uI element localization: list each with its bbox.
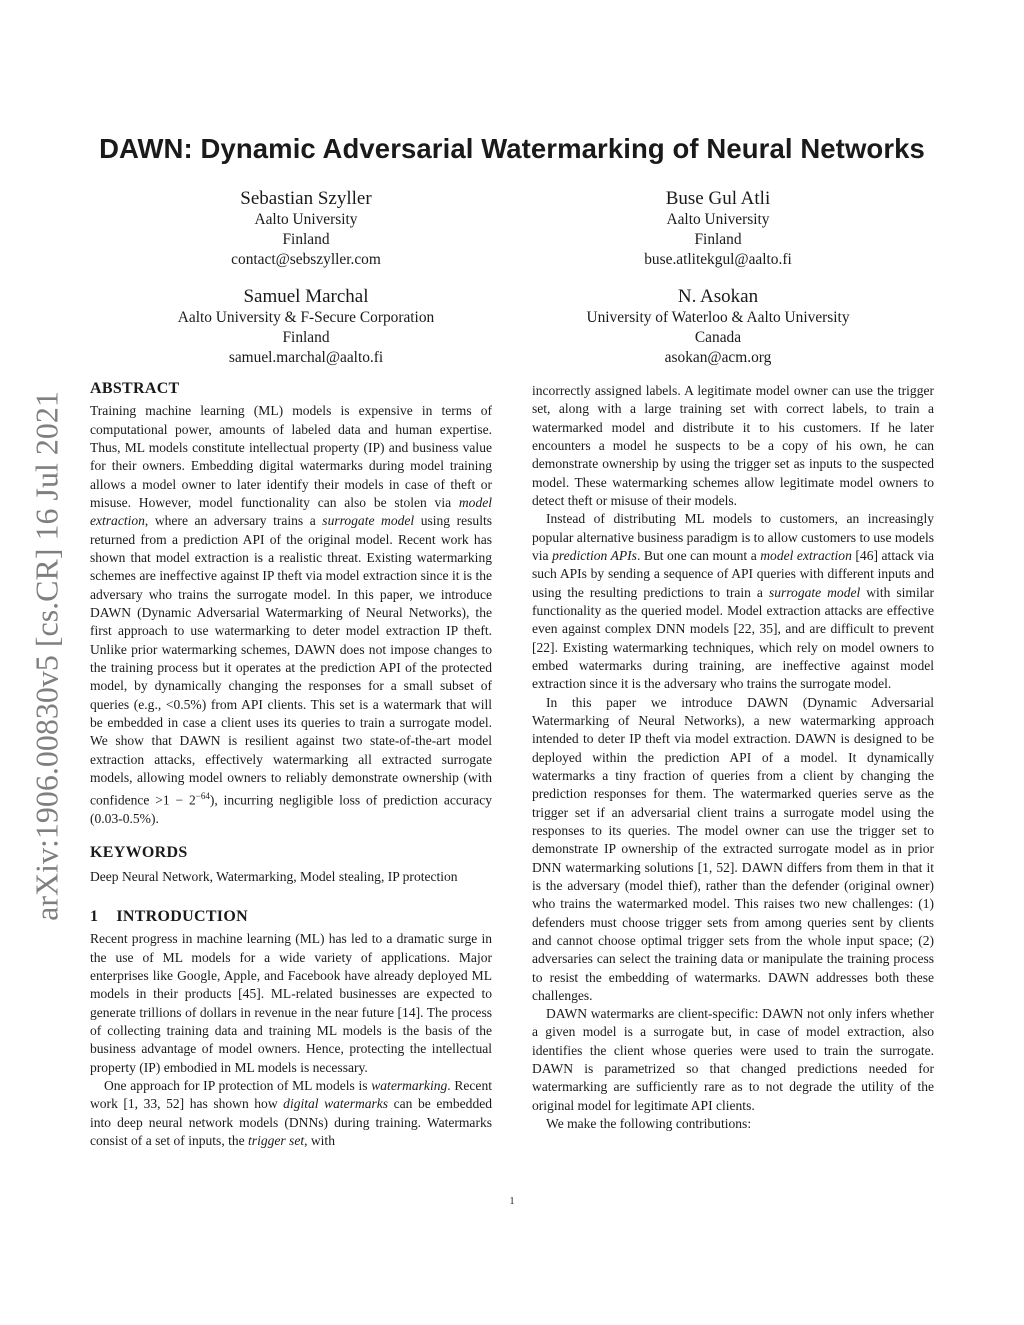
author-affiliation: University of Waterloo & Aalto University: [586, 309, 850, 326]
author-name: Sebastian Szyller: [240, 188, 372, 209]
author-country: Canada: [694, 329, 742, 346]
arxiv-identifier: arXiv:1906.00830v5 [cs.CR] 16 Jul 2021: [28, 391, 65, 921]
author-affiliation: Aalto University: [666, 211, 770, 228]
right-column: [532, 382, 934, 1133]
body-paragraph: DAWN watermarks are client-specific: DAWN not only infers whether a given model is a surrogate but, in case of model extraction, also identifies the client whose queries were used to train the surrogate. DAWN is parametrized so that changed predictions needed for watermarking are sufficiently rare as to not degrade the utility of the original model for legitimate API clients.: [532, 1006, 934, 1113]
author-block: [106, 188, 506, 270]
author-block: [518, 188, 918, 270]
author-country: Finland: [282, 329, 330, 346]
abstract-heading: ABSTRACT: [90, 380, 180, 397]
author-country: Finland: [282, 231, 330, 248]
intro-paragraph: One approach for IP protection of ML models is watermarking. Recent work [1, 33, 52] has shown how digital watermarks can be embedded into deep neural network models (DNNs) during training. Watermarks consist of a set of inputs, the trigger set, with: [90, 1078, 492, 1148]
body-paragraph: In this paper we introduce DAWN (Dynamic Adversarial Watermarking of Neural Networks), a new watermarking approach intended to deter IP theft via model extraction. DAWN is designed to be deployed within the prediction API of a model. It dynamically watermarks a tiny fraction of queries from a client by changing the prediction responses for them. The watermarked queries serve as the trigger set if an adversarial client trains a surrogate model using the responses to its queries. The model owner can use the trigger set to demonstrate IP ownership of the extracted surrogate model as in prior DNN watermarking solutions [1, 52]. DAWN differs from them in that it is the adversary (model thief), rather than the defender (original owner) who trains the watermarked model. This raises two new challenges: (1) defenders must choose trigger sets from among queries sent by clients and cannot choose optimal trigger sets from the whole input space; (2) adversaries can select the training data or manipulate the training process to resist the embedding of watermarks. DAWN addresses both these challenges.: [532, 694, 934, 1003]
author-affiliation: Aalto University: [254, 211, 358, 228]
keywords-text: Deep Neural Network, Watermarking, Model stealing, IP protection: [90, 868, 458, 884]
author-email: asokan@acm.org: [664, 349, 772, 366]
body-paragraph: incorrectly assigned labels. A legitimate model owner can use the trigger set, along with a large training set with correct labels, to train a watermarked model and distribute it to his customers. If he later encounters a model he suspects to be a copy of his own, he can demonstrate ownership by using the trigger set as inputs to the suspected model. These watermarking schemes allow legitimate model owners to detect theft or misuse of their models.: [532, 383, 934, 508]
left-column: [90, 380, 492, 1150]
author-email: contact@sebszyller.com: [231, 251, 381, 268]
abstract-text: Training machine learning (ML) models is expensive in terms of computational power, amounts of labeled data and human expertise. Thus, ML models constitute intellectual property (IP) and business value for their owners. Embedding digital watermarks during model training allows a model owner to later identify their models in case of theft or misuse. However, model functionality can also be stolen via model extraction, where an adversary trains a surrogate model using results returned from a prediction API of the original model. Recent work has shown that model extraction is a realistic threat. Existing watermarking schemes are ineffective against IP theft via model extraction since it is the adversary who trains the surrogate model. In this paper, we introduce DAWN (Dynamic Adversarial Watermarking of Neural Networks), the first approach to use watermarking to deter model extraction IP theft. Unlike prior watermarking schemes, DAWN does not impose changes to the training process but it operates at the prediction API of the protected model, by dynamically changing the responses for a small subset of queries (e.g., <0.5%) from API clients. This set is a watermark that will be embedded in case a client uses its queries to train a surrogate model. We show that DAWN is resilient against two state-of-the-art model extraction attacks, effectively watermarking all extracted surrogate models, allowing model owners to reliably demonstrate ownership (with confidence $>1 - 2^{-64}$), incurring negligible loss of prediction accuracy (0.03-0.5%).: [90, 403, 492, 827]
paper-title: DAWN: Dynamic Adversarial Watermarking of Neural Networks: [99, 133, 925, 164]
intro-heading: 1 INTRODUCTION: [90, 908, 248, 926]
body-paragraph: Instead of distributing ML models to customers, an increasingly popular alternative business paradigm is to allow customers to use models via prediction APIs. But one can mount a model extraction [46] attack via such APIs by sending a sequence of API queries with different inputs and using the resulting predictions to train a surrogate model with similar functionality as the queried model. Model extraction attacks are effective even against complex DNN models [22, 35], and are difficult to prevent [22]. Existing watermarking techniques, which rely on model owners to embed watermarks during training, are ineffective against model extraction since it is the adversary who trains the surrogate model.: [532, 511, 934, 692]
arxiv-side-label: [26, 370, 68, 942]
body-paragraph: We make the following contributions:: [546, 1116, 752, 1132]
intro-paragraph: Recent progress in machine learning (ML) has led to a dramatic surge in the use of ML models for a wide variety of applications. Major enterprises like Google, Apple, and Facebook have already deployed ML models in their products [45]. ML-related businesses are expected to generate trillions of dollars in revenue in the near future [14]. The process of collecting training data and training ML models is the basis of the business advantage of model owners. Hence, protecting the intellectual property (IP) embodied in ML models is necessary.: [90, 931, 492, 1075]
author-block: [518, 286, 918, 368]
page-number: 1: [509, 1196, 515, 1207]
author-name: Samuel Marchal: [243, 286, 369, 307]
author-block: [106, 286, 506, 368]
author-country: Finland: [694, 231, 742, 248]
author-name: N. Asokan: [677, 286, 759, 307]
author-affiliation: Aalto University & F-Secure Corporation: [177, 309, 435, 326]
author-name: Buse Gul Atli: [665, 188, 771, 209]
author-email: buse.atlitekgul@aalto.fi: [644, 251, 792, 268]
author-email: samuel.marchal@aalto.fi: [228, 349, 384, 366]
keywords-heading: KEYWORDS: [90, 844, 188, 862]
